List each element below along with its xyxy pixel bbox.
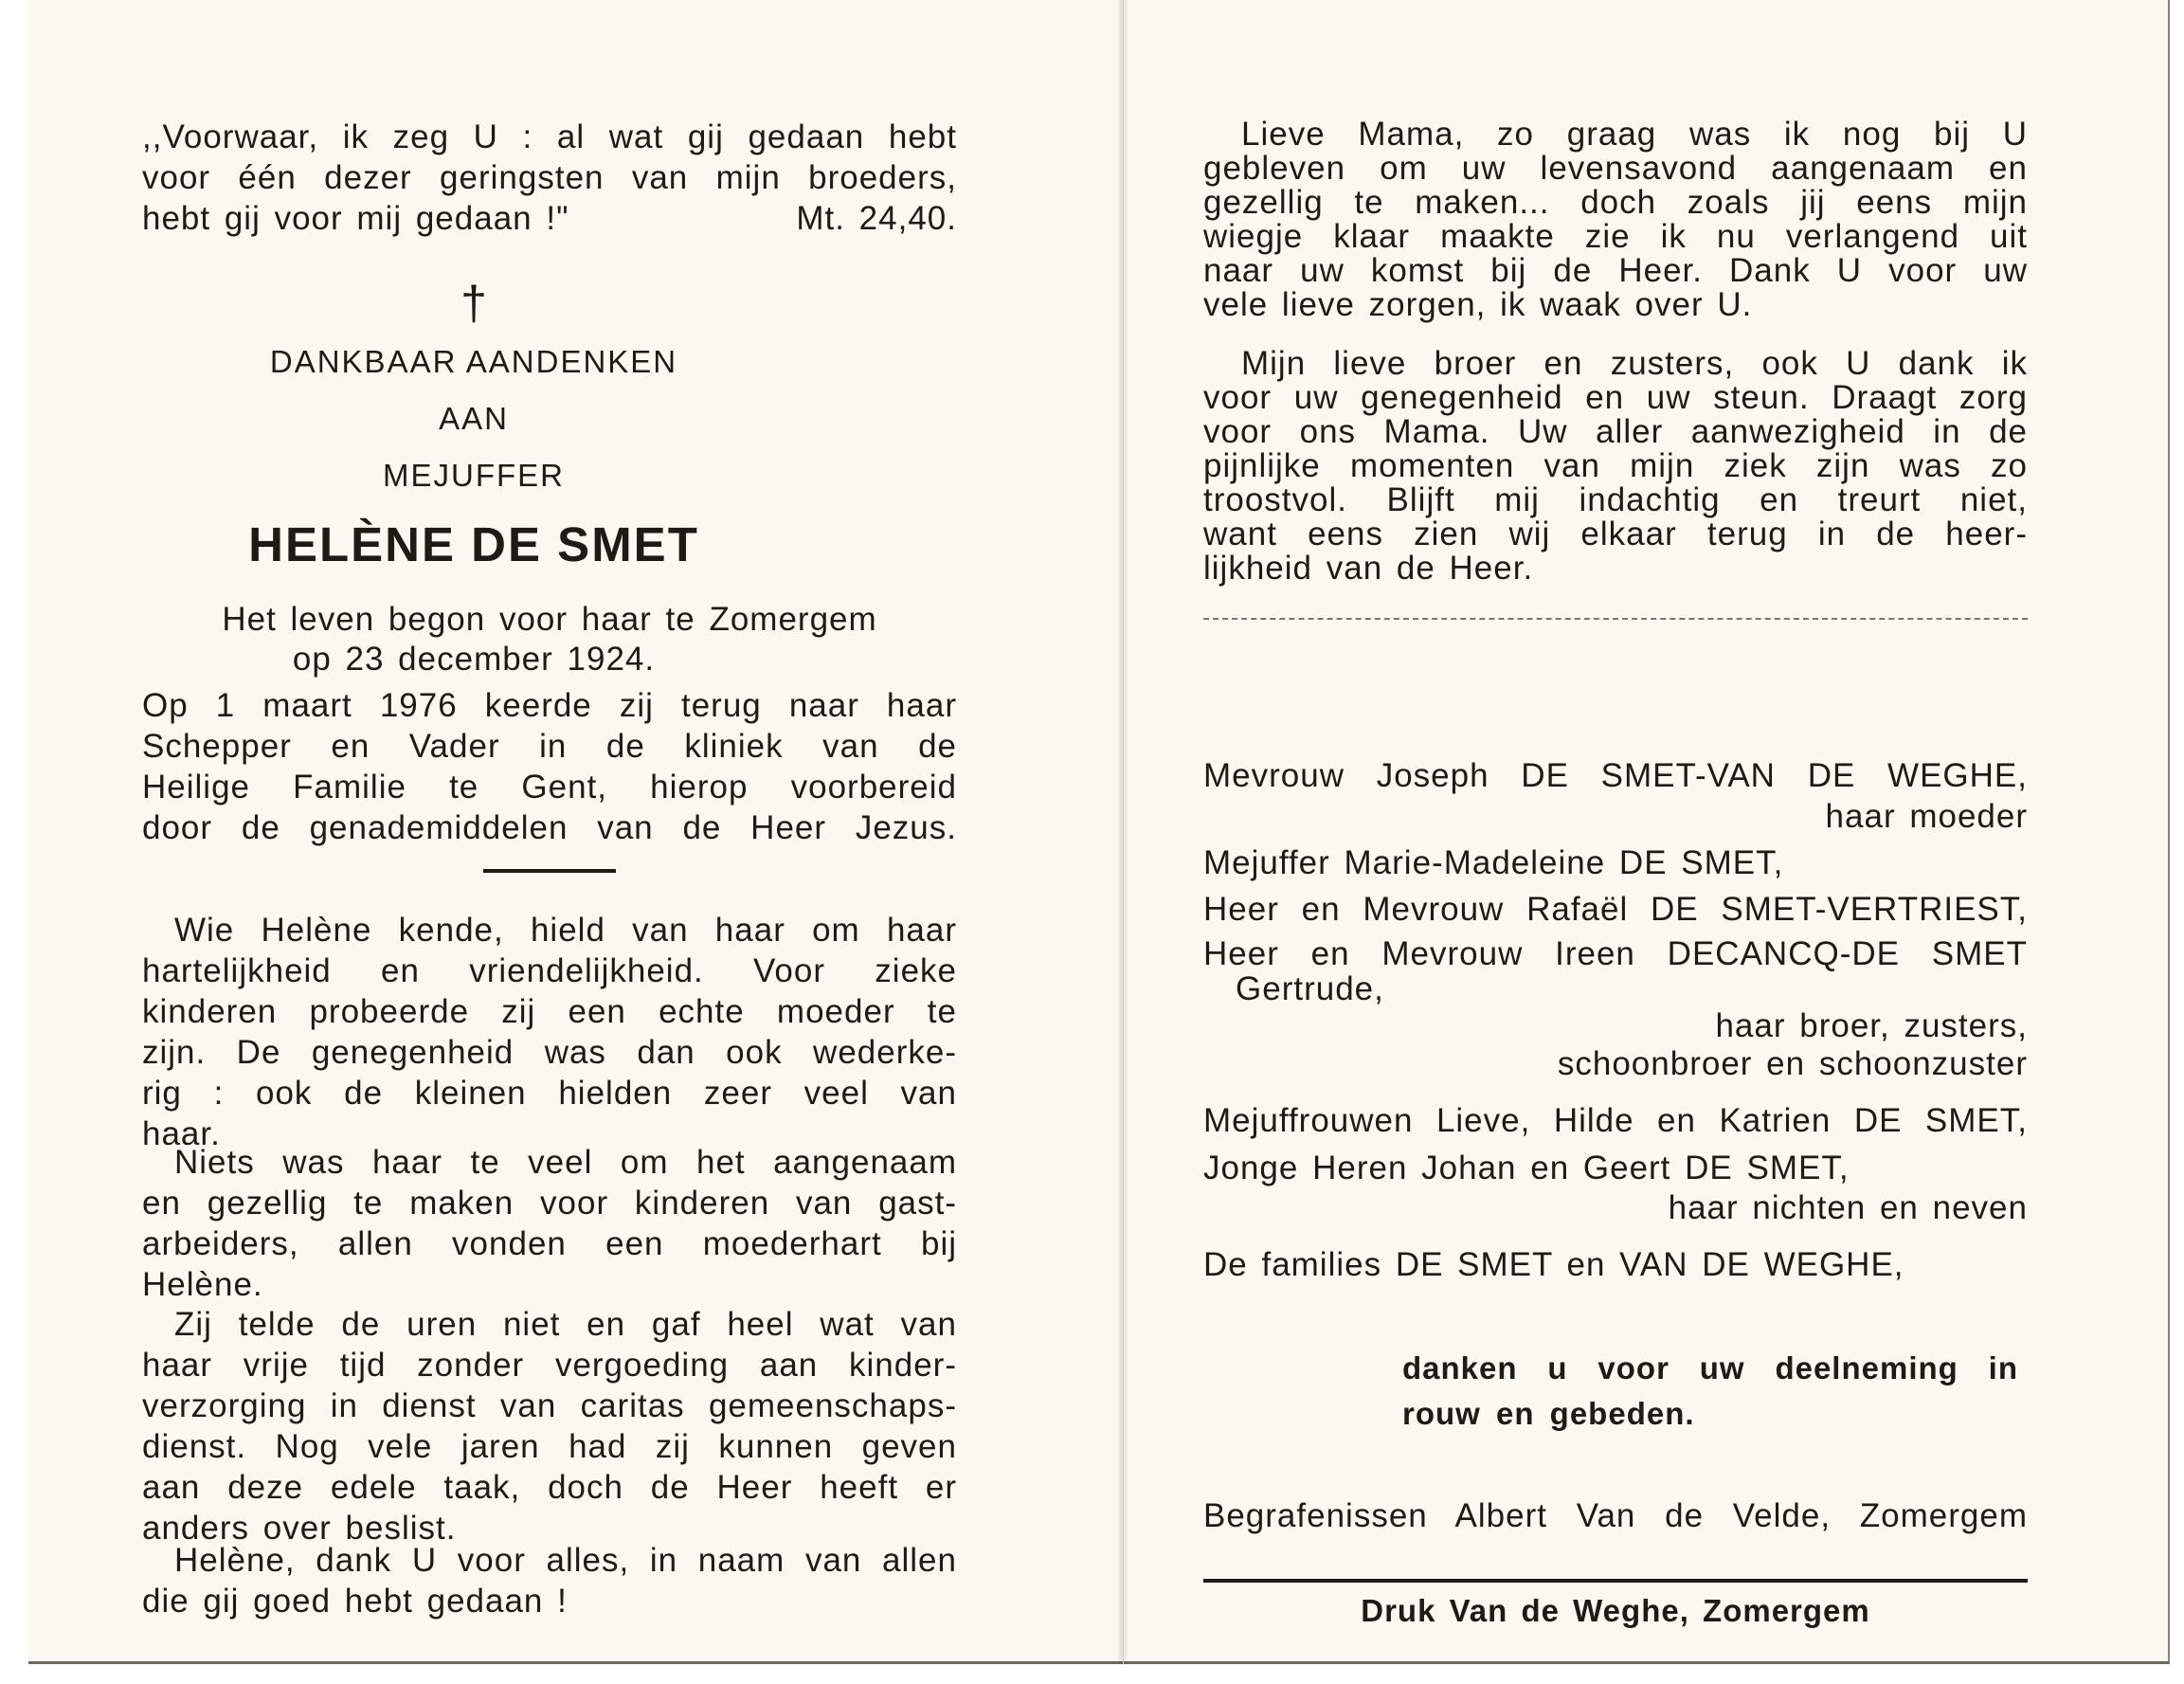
fold-line [1123,0,1124,1664]
paragraph-line: anders over beslist. [142,1510,457,1547]
quote-reference: Mt. 24,40. [796,200,957,237]
paragraph-volunteer [142,1304,957,1508]
deceased-name: HELÈNE DE SMET [248,517,699,571]
paragraph-line: hartelijkheid en vriendelijkheid. Voor zieke [142,952,957,989]
family-sibling-cont: Gertrude, [1236,970,1384,1007]
quote-line: voor één dezer geringsten van mijn broeders, [142,159,957,196]
relation-nieces-nephews: haar nichten en neven [1668,1189,2028,1226]
paragraph-line: kinderen probeerde zij een echte moeder te [142,993,957,1030]
thanks-line: danken u voor uw deelneming in [1402,1350,2018,1385]
death-paragraph [142,685,957,848]
paragraph-line: die gij goed hebt gedaan ! [142,1583,568,1620]
death-line: Op 1 maart 1976 keerde zij terug naar haar [142,687,957,724]
death-line: Schepper en Vader in de kliniek van de [142,728,957,765]
birth-line: Het leven begon voor haar te Zomergem [222,601,877,638]
printer: Druk Van de Weghe, Zomergem [1361,1593,1870,1628]
message-line: Lieve Mama, zo graag was ik nog bij U [1241,116,2028,153]
paragraph-line: verzorging in dienst van caritas gemeenschaps- [142,1387,957,1424]
heading-title: MEJUFFER [383,458,565,493]
paragraph-line: en gezellig te maken voor kinderen van gast- [142,1185,957,1222]
divider-rule [483,869,616,873]
paragraph-kindness [142,910,957,1114]
paragraph-line: Niets was haar te veel om het aangenaam [174,1144,957,1181]
message-line: voor uw genegenheid en uw steun. Draagt zorg [1203,379,2028,416]
paragraph-line: arbeiders, allen vonden een moederhart bij [142,1225,957,1262]
paragraph-line: haar. [142,1115,221,1152]
death-line: door de genademiddelen van de Heer Jezus. [142,809,957,846]
dashed-divider [1203,618,2028,620]
paragraph-line: haar vrije tijd zonder vergoeding aan kinder- [142,1347,957,1384]
paragraph-line: rig : ook de kleinen hielden zeer veel van [142,1075,957,1112]
heading-to: AAN [439,401,509,436]
message-line: naar uw komst bij de Heer. Dank U voor uw [1203,252,2028,289]
message-line: want eens zien wij elkaar terug in de heer- [1203,516,2028,552]
thanks-line: rouw en gebeden. [1402,1396,1695,1431]
message-line: vele lieve zorgen, ik waak over U. [1203,286,1753,323]
message-line: pijnlijke momenten van mijn ziek zijn was zo [1203,447,2028,484]
family-sibling: Heer en Mevrouw Rafaël DE SMET-VERTRIEST, [1203,891,2028,928]
family-sibling: Heer en Mevrouw Ireen DECANCQ-DE SMET [1203,935,2028,972]
message-to-mother [1203,118,2028,288]
relation-siblings: haar broer, zusters, [1715,1007,2028,1044]
relation-in-laws: schoonbroer en schoonzuster [1557,1045,2028,1082]
death-line: Heilige Familie te Gent, hierop voorbereid [142,769,957,806]
printer-rule [1203,1579,2028,1583]
family-nieces: Mejuffrouwen Lieve, Hilde en Katrien DE SMET, [1203,1102,2028,1139]
birth-date: op 23 december 1924. [292,641,656,678]
paragraph-line: zijn. De genegenheid was dan ook wederke- [142,1034,957,1071]
paragraph-line: Helène. [142,1266,263,1303]
undertaker: Begrafenissen Albert Van de Velde, Zomergem [1203,1497,2028,1534]
message-to-siblings [1203,347,2028,552]
right-page [1203,0,2028,1664]
paragraph-line: Zij telde de uren niet en gaf heel wat van [174,1306,957,1343]
paragraph-line: Wie Helène kende, hield van haar om haar [174,912,957,949]
paragraph-guest-workers [142,1142,957,1264]
message-line: gezellig te maken... doch zoals jij eens mijn [1203,184,2028,221]
quote-line: ,,Voorwaar, ik zeg U : al wat gij gedaan hebt [142,118,957,155]
message-line: lijkheid van de Heer. [1203,550,1534,587]
bible-quote [142,117,957,198]
heading-remembrance: DANKBAAR AANDENKEN [269,344,678,379]
quote-line-last: hebt gij voor mij gedaan !" [142,200,569,237]
paragraph-line: aan deze edele taak, doch de Heer heeft er [142,1469,957,1506]
thanks-text [1402,1346,2018,1391]
paragraph-thanks [142,1540,957,1581]
family-nephews: Jonge Heren Johan en Geert DE SMET, [1203,1150,1850,1186]
families-line: De families DE SMET en VAN DE WEGHE, [1203,1246,1904,1283]
relation-mother: haar moeder [1825,798,2028,835]
message-line: voor ons Mama. Uw aller aanwezigheid in de [1203,413,2028,450]
message-line: Mijn lieve broer en zusters, ook U dank ik [1241,345,2028,382]
family-sibling: Mejuffer Marie-Madeleine DE SMET, [1203,844,1784,881]
message-line: troostvol. Blijft mij indachtig en treurt niet, [1203,481,2028,518]
paragraph-line: dienst. Nog vele jaren had zij kunnen geven [142,1428,957,1465]
family-mother: Mevrouw Joseph DE SMET-VAN DE WEGHE, [1203,757,2028,794]
cross-icon: † [460,277,487,330]
message-line: wiegje klaar maakte zie ik nu verlangend uit [1203,218,2028,255]
paragraph-line: Helène, dank U voor alles, in naam van allen [174,1542,957,1579]
message-line: gebleven om uw levensavond aangenaam en [1203,150,2028,187]
left-page [142,0,957,1664]
